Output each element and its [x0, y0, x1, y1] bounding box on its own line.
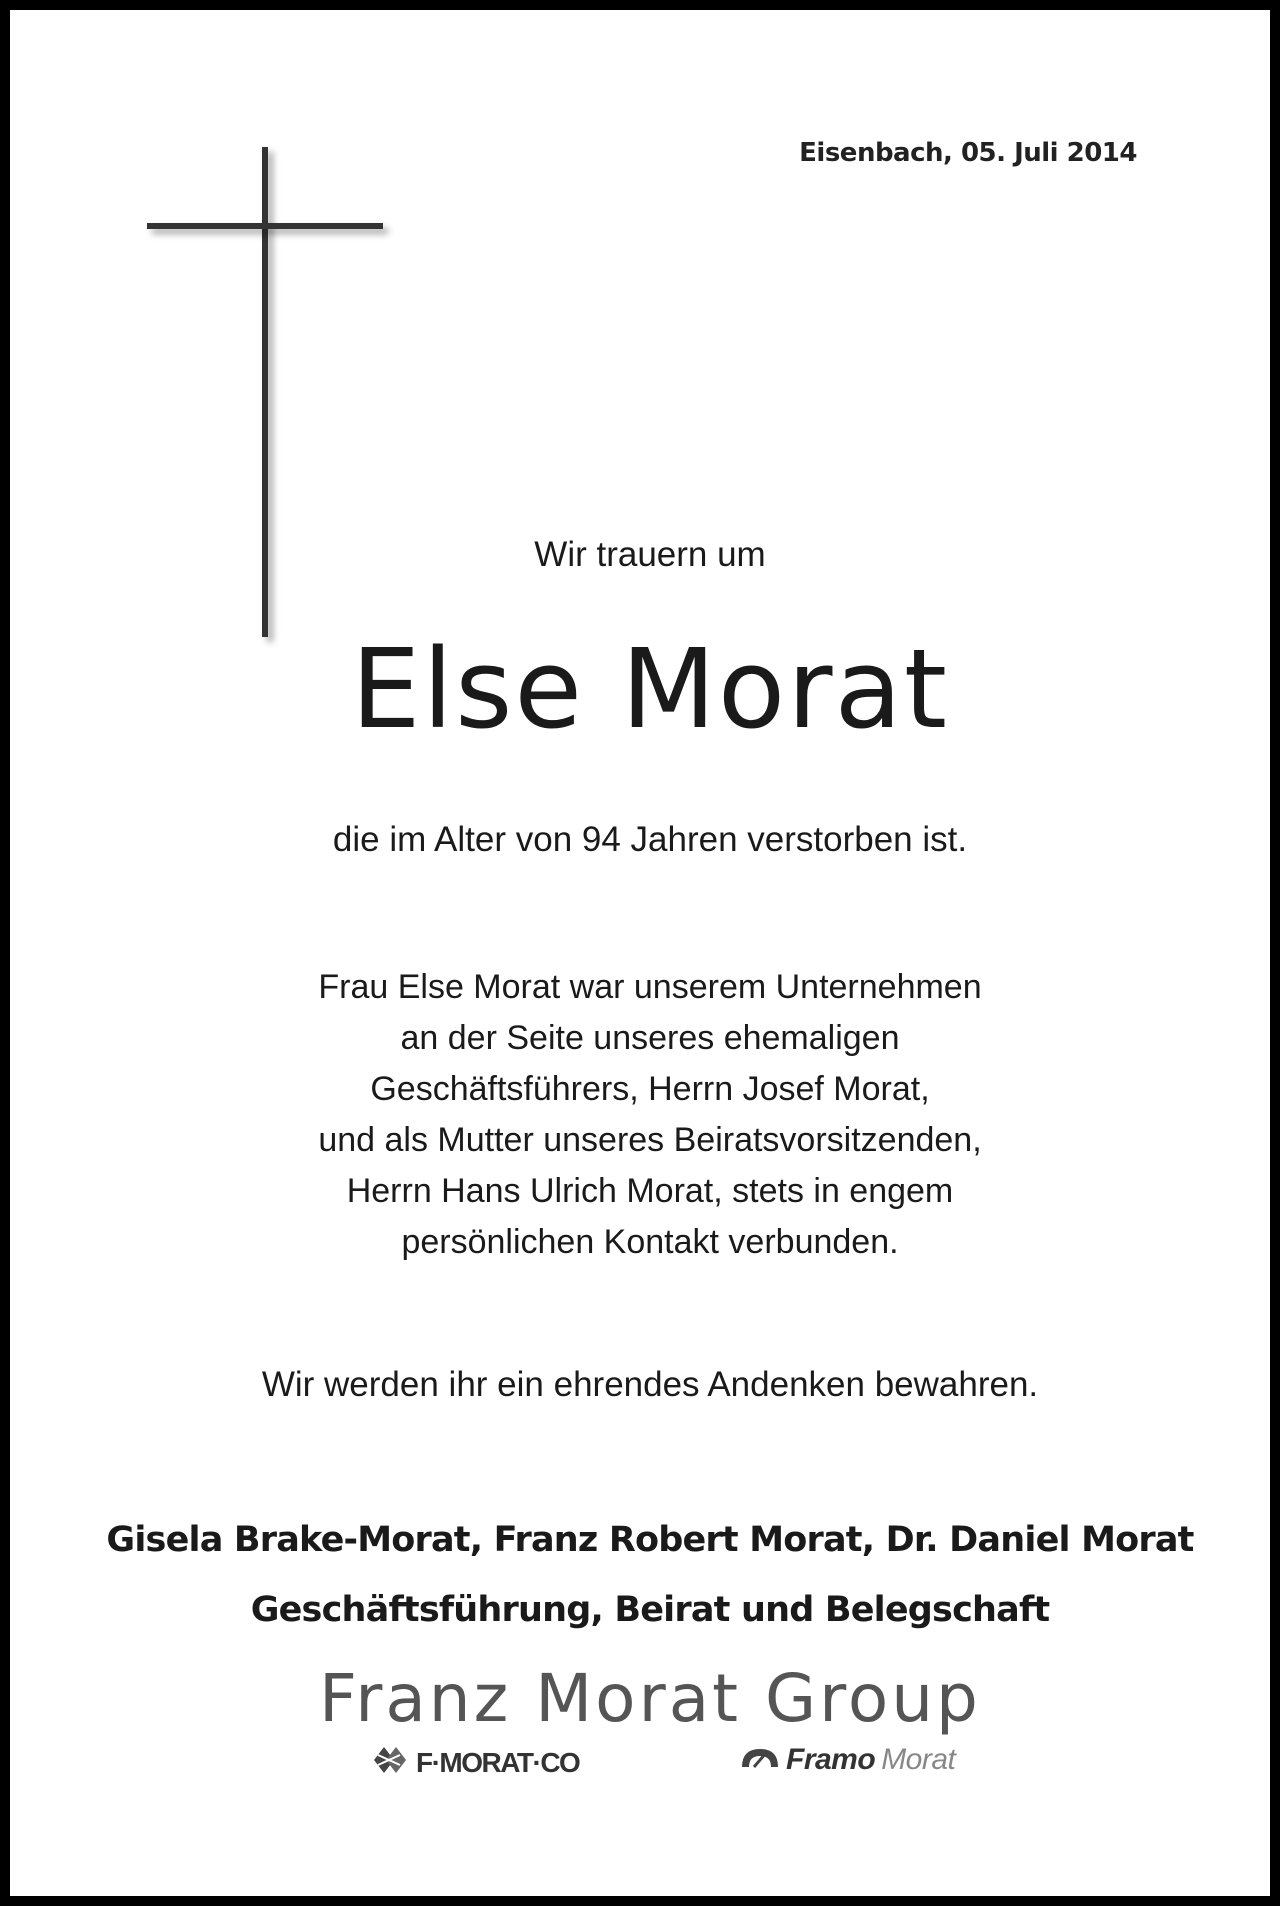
tribute-line: Frau Else Morat war unserem Unternehmen	[318, 968, 982, 1006]
tribute-line: Herrn Hans Ulrich Morat, stets in engem	[346, 1172, 954, 1210]
date-line: Eisenbach, 05. Juli 2014	[799, 138, 1137, 168]
signer-names: Gisela Brake-Morat, Franz Robert Morat, Dr. Daniel Morat	[106, 1520, 1194, 1560]
framo-emblem-icon	[740, 1745, 780, 1776]
signer-group: Geschäftsführung, Beirat und Belegschaft	[250, 1590, 1050, 1630]
morat-text: Morat	[881, 1743, 956, 1776]
closing-line: Wir werden ihr ein ehrendes Andenken bewahren.	[261, 1365, 1039, 1404]
f-morat-emblem-icon	[370, 1743, 410, 1782]
framo-morat-logo	[740, 1743, 955, 1777]
tribute-line: persönlichen Kontakt verbunden.	[401, 1223, 899, 1261]
f-morat-co-logo	[370, 1743, 579, 1782]
tribute-line: an der Seite unseres ehemaligen	[400, 1019, 900, 1057]
company-name: Franz Morat Group	[319, 1660, 981, 1737]
tribute-line: und als Mutter unseres Beiratsvorsitzenden,	[318, 1121, 982, 1159]
framo-text: Framo	[786, 1743, 876, 1776]
cross-horizontal-bar	[147, 223, 383, 229]
age-line: die im Alter von 94 Jahren verstorben ist.	[332, 820, 968, 859]
tribute-line: Geschäftsführers, Herrn Josef Morat,	[370, 1070, 930, 1108]
f-morat-co-text: F·MORAT·CO	[416, 1746, 580, 1778]
deceased-name: Else Morat	[351, 625, 949, 753]
tribute-paragraph	[10, 962, 1280, 1268]
intro-text: Wir trauern um	[534, 535, 766, 574]
